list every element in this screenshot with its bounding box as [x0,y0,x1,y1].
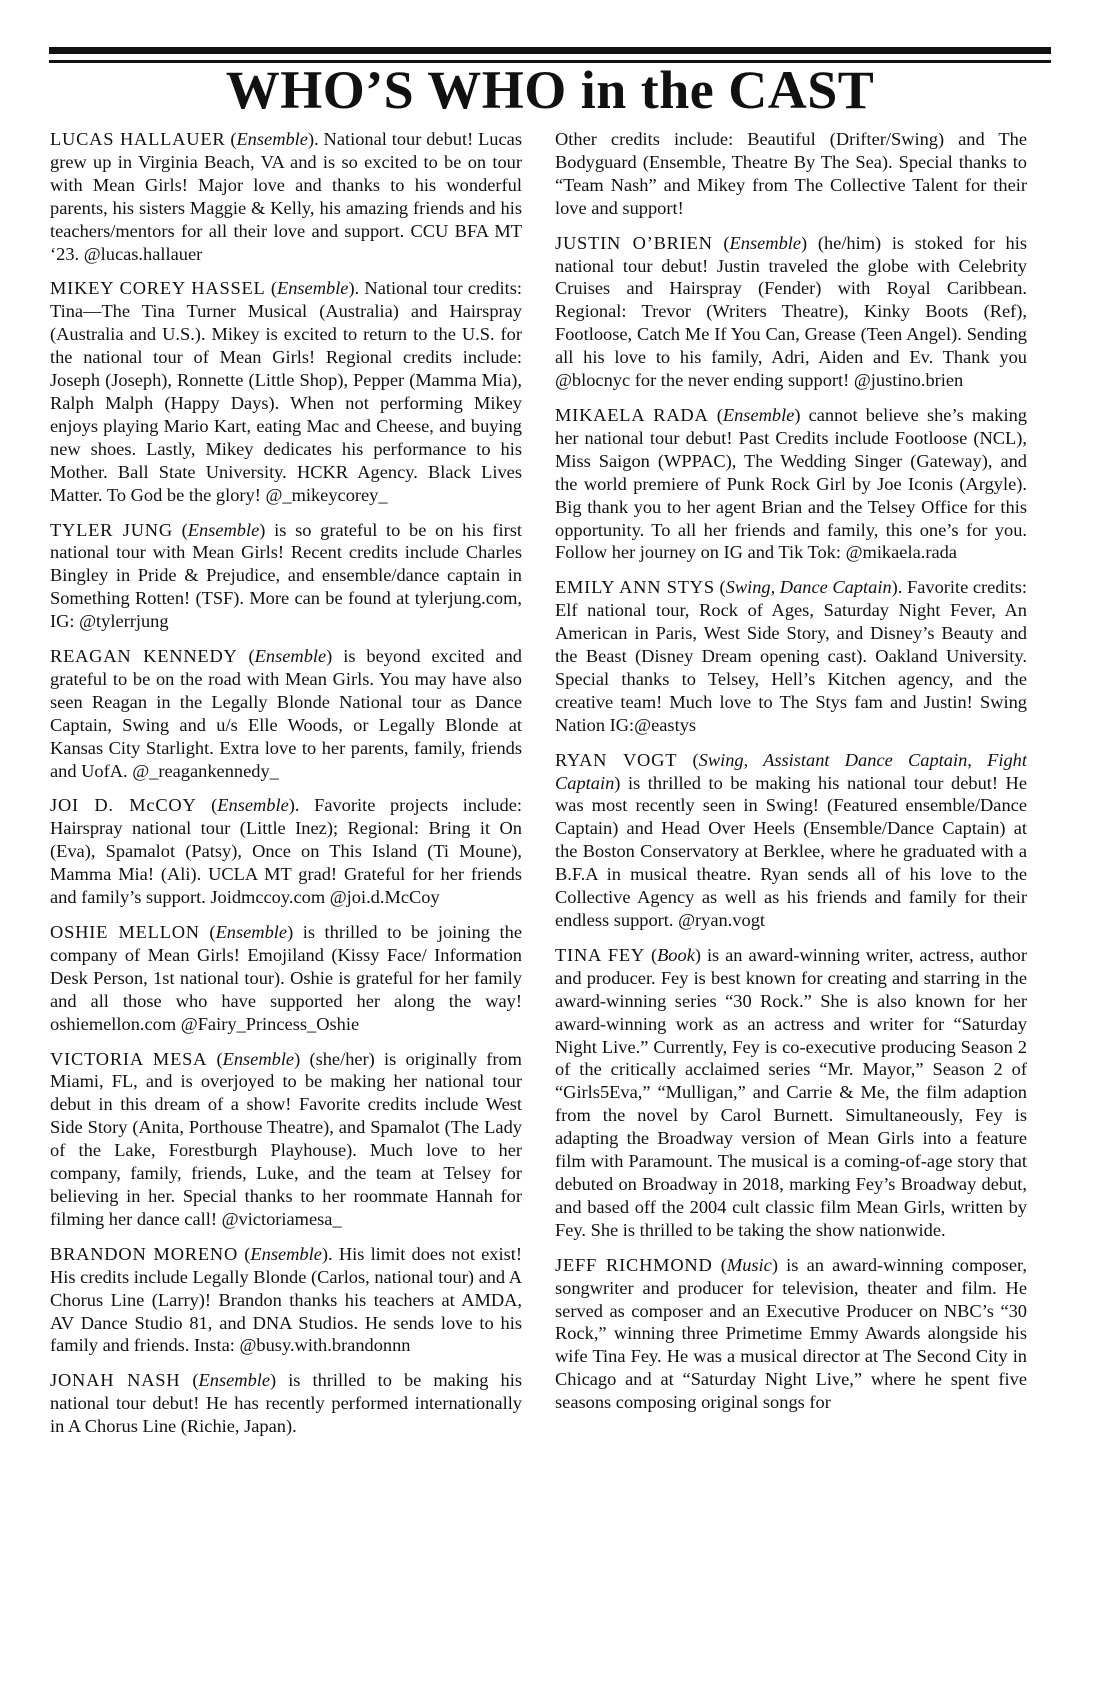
bio-role: Ensemble [276,278,349,299]
bio-text: . National tour debut! Lucas grew up in Virginia Beach, VA and is so excited to be on tour with Mean Girls! Major love and thanks to his wonderful parents, his sisters Maggie & Kelly, his amazing friends and his teachers/mentors for all their love and support. CCU BFA MT ‘23. @lucas.hallauer [50,129,522,264]
bio-role: Ensemble [222,1048,295,1069]
bio-name: REAGAN KENNEDY [50,646,238,667]
bio-name: MIKAELA RADA [555,404,709,425]
bio-role: Book [657,944,695,965]
bio-jonah-nash: JONAH NASH (Ensemble) is thrilled to be making his national tour debut! He has recently performed internationally in A Chorus Line (Richie, Japan). [50,1370,522,1437]
bio-role: Ensemble [729,232,802,253]
bio-role: Ensemble [198,1370,271,1391]
bio-jeff-richmond: JEFF RICHMOND (Music) is an award-winning composer, songwriter and producer for television, theater and film. He served as composer and an Executive Producer on NBC’s “30 Rock,” winning three Primetime Emmy Awards alongside his wife Tina Fey. He was a musical director at The Second City in Chicago and at “Saturday Night Live,” where he spent five seasons composing original songs for [555,1254,1027,1413]
bio-role: Swing, Dance Captain [725,577,892,598]
bio-text: (she/her) is originally from Miami, FL, and is overjoyed to be making her national tour debut in this dream of a show! Favorite credits include West Side Story (Anita, Porthouse Theatre), and Spamalot (The Lady of the Lake, Forestburgh Playhouse). Much love to her company, family, friends, Luke, and the team at Telsey for believing in her. Special thanks to her roommate Hannah for filming her dance call! @victoriamesa_ [50,1048,522,1229]
bio-role: Ensemble [236,129,308,149]
bio-brandon-moreno: BRANDON MORENO (Ensemble). His limit does not exist! His credits include Legally Blonde (Carlos, national tour) and A Chorus Line (Larry)! Brandon thanks his teachers at AMDA, AV Dance Studio 81, and DNA Studios. He sends love to his family and friends. Insta: @busy.with.brandonnn [50,1243,522,1356]
bio-text: is an award-winning writer, actress, author and producer. Fey is best known for creating and starring in the award-winning series “30 Rock.” She is also known for her award-winning work as an actress and writer for “Saturday Night Live.” Currently, Fey is co-executive producing Season 2 of the critically acclaimed series “Mr. Mayor,” Season 2 of “Girls5Eva,” “Mulligan,” and Carrie & Me, the film adaption from the novel by Carol Burnett. Simultaneously, Fey is adapting the Broadway version of Mean Girls into a feature film with Paramount. The musical is a coming-of-age story that debuted on Broadway in 2018, marking Fey’s Broadway debut, and based off the 2004 cult classic film Mean Girls, written by Fey. She is thrilled to be taking the show nationwide. [555,944,1027,1240]
bio-name: EMILY ANN STYS [555,577,715,598]
bio-lucas-hallauer: LUCAS HALLAUER (Ensemble). National tour debut! Lucas grew up in Virginia Beach, VA and is so excited to be on tour with Mean Girls! Major love and thanks to his wonderful parents, his sisters Maggie & Kelly, his amazing friends and his teachers/mentors for all their love and support. CCU BFA MT ‘23. @lucas.hallauer [50,129,522,264]
bio-text: . National tour credits: Tina—The Tina Turner Musical (Australia) and Hairspray (Australia and U.S.). Mikey is excited to return to the U.S. for the national tour of Mean Girls! Regional credits include: Joseph (Joseph), Ronnette (Little Shop), Pepper (Mamma Mia), Ralph Malph (Happy Days). When not performing Mikey enjoys playing Mario Kart, eating Mac and Cheese, and buying new shoes. Lastly, Mikey dedicates his performance to his Mother. Ball State University. HCKR Agency. Black Lives Matter. To God be the glory! @_mikeycorey_ [50,278,522,505]
bio-text: . Favorite projects include: Hairspray national tour (Little Inez); Regional: Bring it On (Eva), Spamalot (Patsy), Once on This Island (Ti Moune), Mamma Mia! (Ali). UCLA MT grad! Grateful for her friends and family’s support. Joidmccoy.com @joi.d.McCoy [50,795,522,908]
bio-name: JOI D. McCOY [50,795,197,816]
bio-name: TINA FEY [555,944,645,965]
bio-name: OSHIE MELLON [50,922,200,942]
bio-role: Ensemble [217,795,289,816]
left-column [50,128,522,1688]
bio-continuation: Other credits include: Beautiful (Drifter/Swing) and The Bodyguard (Ensemble, Theatre By The Sea). Special thanks to “Team Nash” and Mikey from The Collective Talent for their love and support! [555,129,1027,218]
bio-name: JONAH NASH [50,1370,181,1391]
bio-mikaela-rada: MIKAELA RADA (Ensemble) cannot believe she’s making her national tour debut! Past Credits include Footloose (NCL), Miss Saigon (WPPAC), The Wedding Singer (Gateway), and the world premiere of Punk Rock Girl by Joe Iconis (Argyle). Big thank you to her agent Brian and the Telsey Office for this opportunity. To all her friends and family, this one’s for you. Follow her journey on IG and Tik Tok: @mikaela.rada [555,404,1027,563]
bio-name: JEFF RICHMOND [555,1254,713,1275]
bio-role: Swing, Assistant Dance Captain, Fight Captain [555,749,1027,793]
bio-role: Music [726,1254,772,1275]
bio-name: TYLER JUNG [50,519,173,540]
bio-reagan-kennedy: REAGAN KENNEDY (Ensemble) is beyond excited and grateful to be on the road with Mean Girls. You may have also seen Reagan in the Legally Blonde National tour as Dance Captain, Swing and u/s Elle Woods, or Legally Blonde at Kansas City Starlight. Extra love to her parents, family, friends and UofA. @_reagankennedy_ [50,646,522,781]
bio-text: is beyond excited and grateful to be on the road with Mean Girls. You may have also seen Reagan in the Legally Blonde National tour as Dance Captain, Swing and u/s Elle Woods, or Legally Blonde at Kansas City Starlight. Extra love to her parents, family, friends and UofA. @_reagankennedy_ [50,646,522,781]
bio-victoria-mesa: VICTORIA MESA (Ensemble) (she/her) is originally from Miami, FL, and is overjoyed to be making her national tour debut in this dream of a show! Favorite credits include West Side Story (Anita, Porthouse Theatre), and Spamalot (The Lady of the Lake, Forestburgh Playhouse). Much love to her company, family, friends, Luke, and the team at Telsey for believing in her. Special thanks to her roommate Hannah for filming her dance call! @victoriamesa_ [50,1048,522,1229]
bio-text: is thrilled to be joining the company of Mean Girls! Emojiland (Kissy Face/ Information Desk Person, 1st national tour). Oshie is grateful for her family and all those who have supported her along the way! oshiemellon.com @Fairy_Princess_Oshie [50,922,522,1034]
bio-name: JUSTIN O’BRIEN [555,232,713,253]
bio-role: Ensemble [215,922,288,942]
bio-name: MIKEY COREY HASSEL [50,278,266,299]
bio-text: cannot believe she’s making her national tour debut! Past Credits include Footloose (NCL), Miss Saigon (WPPAC), The Wedding Singer (Gateway), and the world premiere of Punk Rock Girl by Joe Iconis (Argyle). Big thank you to her agent Brian and the Telsey Office for this opportunity. To all her friends and family, this one’s for you. Follow her journey on IG and Tik Tok: @mikaela.rada [555,404,1027,563]
bio-role: Ensemble [187,519,260,540]
bio-tina-fey: TINA FEY (Book) is an award-winning writer, actress, author and producer. Fey is best known for creating and starring in the award-winning series “30 Rock.” She is also known for her award-winning work as an actress and writer for “Saturday Night Live.” Currently, Fey is co-executive producing Season 2 of the critically acclaimed series “Mr. Mayor,” Season 2 of “Girls5Eva,” “Mulligan,” and Carrie & Me, the film adaption from the novel by Carol Burnett. Simultaneously, Fey is adapting the Broadway version of Mean Girls into a feature film with Paramount. The musical is a coming-of-age story that debuted on Broadway in 2018, marking Fey’s Broadway debut, and based off the 2004 cult classic film Mean Girls, written by Fey. She is thrilled to be taking the show nationwide. [555,944,1027,1240]
bio-role: Ensemble [254,646,327,667]
bio-text: . His limit does not exist! His credits include Legally Blonde (Carlos, national tour) and A Chorus Line (Larry)! Brandon thanks his teachers at AMDA, AV Dance Studio 81, and DNA Studios. He sends love to his family and friends. Insta: @busy.with.brandonnn [50,1243,522,1356]
right-column [555,128,1027,1688]
bio-name: LUCAS HALLAUER [50,129,226,149]
bio-name: BRANDON MORENO [50,1243,239,1264]
bio-ryan-vogt: RYAN VOGT (Swing, Assistant Dance Captain, Fight Captain) is thrilled to be making his national tour debut! He was most recently seen in Swing! (Featured ensemble/Dance Captain) and Head Over Heels (Ensemble/Dance Captain) at the Boston Conservatory at Berklee, where he graduated with a B.F.A in musical theatre. Ryan sends all of his love to the Collective Agency as well as his friends and family for their endless support. @ryan.vogt [555,749,1027,930]
bio-oshie-mellon: OSHIE MELLON (Ensemble) is thrilled to be joining the company of Mean Girls! Emojiland (Kissy Face/ Information Desk Person, 1st national tour). Oshie is grateful for her family and all those who have supported her along the way! oshiemellon.com @Fairy_Princess_Oshie [50,922,522,1034]
bio-name: VICTORIA MESA [50,1048,208,1069]
bio-joi-mccoy: JOI D. McCOY (Ensemble). Favorite projects include: Hairspray national tour (Little Inez); Regional: Bring it On (Eva), Spamalot (Patsy), Once on This Island (Ti Moune), Mamma Mia! (Ali). UCLA MT grad! Grateful for her friends and family’s support. Joidmccoy.com @joi.d.McCoy [50,795,522,908]
bio-justin-obrien: JUSTIN O’BRIEN (Ensemble) (he/him) is stoked for his national tour debut! Justin traveled the globe with Celebrity Cruises and Hairspray (Fender) with Royal Caribbean. Regional: Trevor (Writers Theatre), Kinky Boots (Ref), Footloose, Catch Me If You Can, Grease (Teen Angel). Sending all his love to his family, Adri, Aiden and Ev. Thank you @blocnyc for the never ending support! @justino.brien [555,232,1027,391]
header-rule-thick [49,47,1051,54]
page-title: WHO’S WHO in the CAST [225,60,875,120]
bio-tyler-jung: TYLER JUNG (Ensemble) is so grateful to be on his first national tour with Mean Girls! Recent credits include Charles Bingley in Pride & Prejudice, and ensemble/dance captain in Something Rotten! (TSF). More can be found at tylerjung.com, IG: @tylerrjung [50,519,522,632]
bio-name: RYAN VOGT [555,749,678,770]
bio-role: Ensemble [250,1243,322,1264]
bio-mikey-corey-hassel: MIKEY COREY HASSEL (Ensemble). National tour credits: Tina—The Tina Turner Musical (Australia) and Hairspray (Australia and U.S.). Mikey is excited to return to the U.S. for the national tour of Mean Girls! Regional credits include: Joseph (Joseph), Ronnette (Little Shop), Pepper (Mamma Mia), Ralph Malph (Happy Days). When not performing Mikey enjoys playing Mario Kart, eating Mac and Cheese, and buying new shoes. Lastly, Mikey dedicates his performance to his Mother. Ball State University. HCKR Agency. Black Lives Matter. To God be the glory! @_mikeycorey_ [50,278,522,505]
bio-text: . Favorite credits: Elf national tour, Rock of Ages, Saturday Night Fever, An American in Paris, West Side Story, and Disney’s Beauty and the Beast (Disney Dream opening cast). Oakland University. Special thanks to Telsey, Hell’s Kitchen agency, and the creative team! Much love to The Stys fam and Justin! Swing Nation IG:@eastys [555,577,1027,735]
bio-text: is thrilled to be making his national tour debut! He has recently performed internationally in A Chorus Line (Richie, Japan). [50,1370,522,1437]
bio-text: is thrilled to be making his national tour debut! He was most recently seen in Swing! (Featured ensemble/Dance Captain) and Head Over Heels (Ensemble/Dance Captain) at the Boston Conservatory at Berklee, where he graduated with a B.F.A in musical theatre. Ryan sends all of his love to the Collective Agency as well as his friends and family for their endless support. @ryan.vogt [555,772,1027,930]
bio-emily-ann-stys: EMILY ANN STYS (Swing, Dance Captain). Favorite credits: Elf national tour, Rock of Ages, Saturday Night Fever, An American in Paris, West Side Story, and Disney’s Beauty and the Beast (Disney Dream opening cast). Oakland University. Special thanks to Telsey, Hell’s Kitchen agency, and the creative team! Much love to The Stys fam and Justin! Swing Nation IG:@eastys [555,577,1027,735]
bio-role: Ensemble [722,404,795,425]
bio-text: is so grateful to be on his first national tour with Mean Girls! Recent credits include Charles Bingley in Pride & Prejudice, and ensemble/dance captain in Something Rotten! (TSF). More can be found at tylerjung.com, IG: @tylerrjung [50,519,522,632]
bio-text: is an award-winning composer, songwriter and producer for television, theater and film. He served as composer and an Executive Producer on NBC’s “30 Rock,” winning three Primetime Emmy Awards alongside his wife Tina Fey. He was a musical director at The Second City in Chicago and at “Saturday Night Live,” where he spent five seasons composing original songs for [555,1254,1027,1413]
bio-text: (he/him) is stoked for his national tour debut! Justin traveled the globe with Celebrity Cruises and Hairspray (Fender) with Royal Caribbean. Regional: Trevor (Writers Theatre), Kinky Boots (Ref), Footloose, Catch Me If You Can, Grease (Teen Angel). Sending all his love to his family, Adri, Aiden and Ev. Thank you @blocnyc for the never ending support! @justino.brien [555,232,1027,391]
